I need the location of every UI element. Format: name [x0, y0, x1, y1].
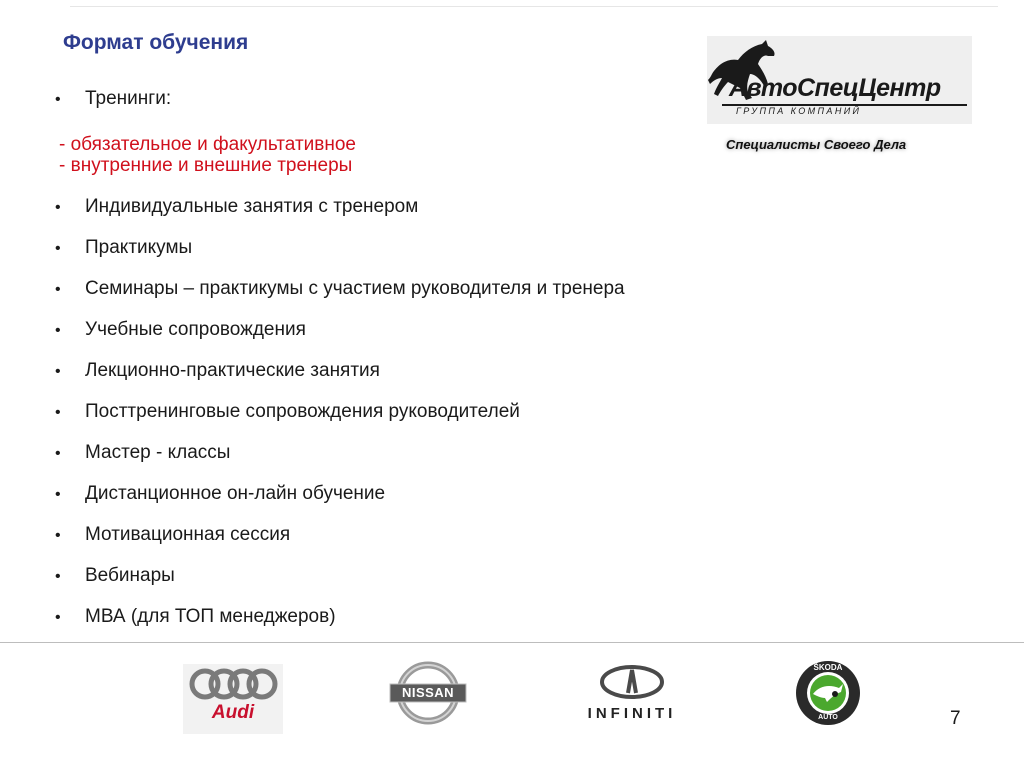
company-tagline: Специалисты Своего Дела [726, 137, 907, 152]
company-name: АвтоСпецЦентр [729, 74, 941, 102]
list-item [55, 319, 306, 341]
list-item-text: Практикумы [85, 237, 193, 258]
list-item [55, 442, 230, 464]
audi-wordmark: Audi [211, 702, 255, 723]
list-item [55, 88, 171, 110]
list-item [55, 360, 380, 382]
bullet: • [55, 404, 61, 421]
bullet: • [55, 609, 61, 626]
company-subtitle: ГРУППА КОМПАНИЙ [736, 106, 862, 116]
list-item-text: Мотивационная сессия [85, 524, 291, 545]
list-item-text: Мастер - классы [85, 442, 231, 463]
list-item-text: Тренинги: [85, 88, 172, 109]
bullet: • [55, 363, 61, 380]
page-number: 7 [950, 708, 961, 729]
bullet: • [55, 91, 61, 108]
bullet: • [55, 281, 61, 298]
top-divider [70, 0, 998, 7]
list-item-text: Индивидуальные занятия с тренером [85, 196, 419, 217]
infiniti-logo [572, 664, 692, 726]
list-item [55, 524, 290, 546]
list-item-text: Учебные сопровождения [85, 319, 306, 340]
audi-logo [183, 664, 283, 734]
bullet: • [55, 568, 61, 585]
list-item-text: МВА (для ТОП менеджеров) [85, 606, 336, 627]
skoda-wordmark-top: ŠKODA [813, 663, 843, 672]
sub-item: - обязательное и факультативное [59, 134, 356, 155]
nissan-wordmark: NISSAN [401, 685, 455, 700]
bullet: • [55, 486, 61, 503]
list-item [55, 237, 192, 259]
skoda-wordmark-bottom: AUTO [818, 714, 838, 721]
list-item [55, 483, 385, 505]
list-item [55, 401, 520, 423]
infiniti-emblem-icon [572, 664, 692, 700]
bullet: • [55, 445, 61, 462]
list-item [55, 196, 418, 218]
list-item-text: Лекционно-практические занятия [85, 360, 380, 381]
bullet: • [55, 199, 61, 216]
nissan-logo [388, 660, 468, 726]
sub-item: - внутренние и внешние тренеры [59, 155, 353, 176]
bullet: • [55, 527, 61, 544]
list-item-text: Посттренинговые сопровождения руководителей [85, 401, 520, 422]
list-item-text: Семинары – практикумы с участием руководителя и тренера [85, 278, 625, 299]
list-item-text: Дистанционное он-лайн обучение [85, 483, 386, 504]
skoda-logo [795, 660, 861, 726]
slide-title: Формат обучения [63, 31, 249, 54]
bottom-divider [0, 642, 1024, 643]
bullet: • [55, 322, 61, 339]
audi-rings-icon [183, 664, 283, 704]
list-item [55, 278, 625, 300]
infiniti-wordmark: INFINITI [587, 705, 677, 722]
list-item [55, 565, 175, 587]
bullet: • [55, 240, 61, 257]
list-item-text: Вебинары [85, 565, 175, 586]
list-item [55, 606, 336, 628]
